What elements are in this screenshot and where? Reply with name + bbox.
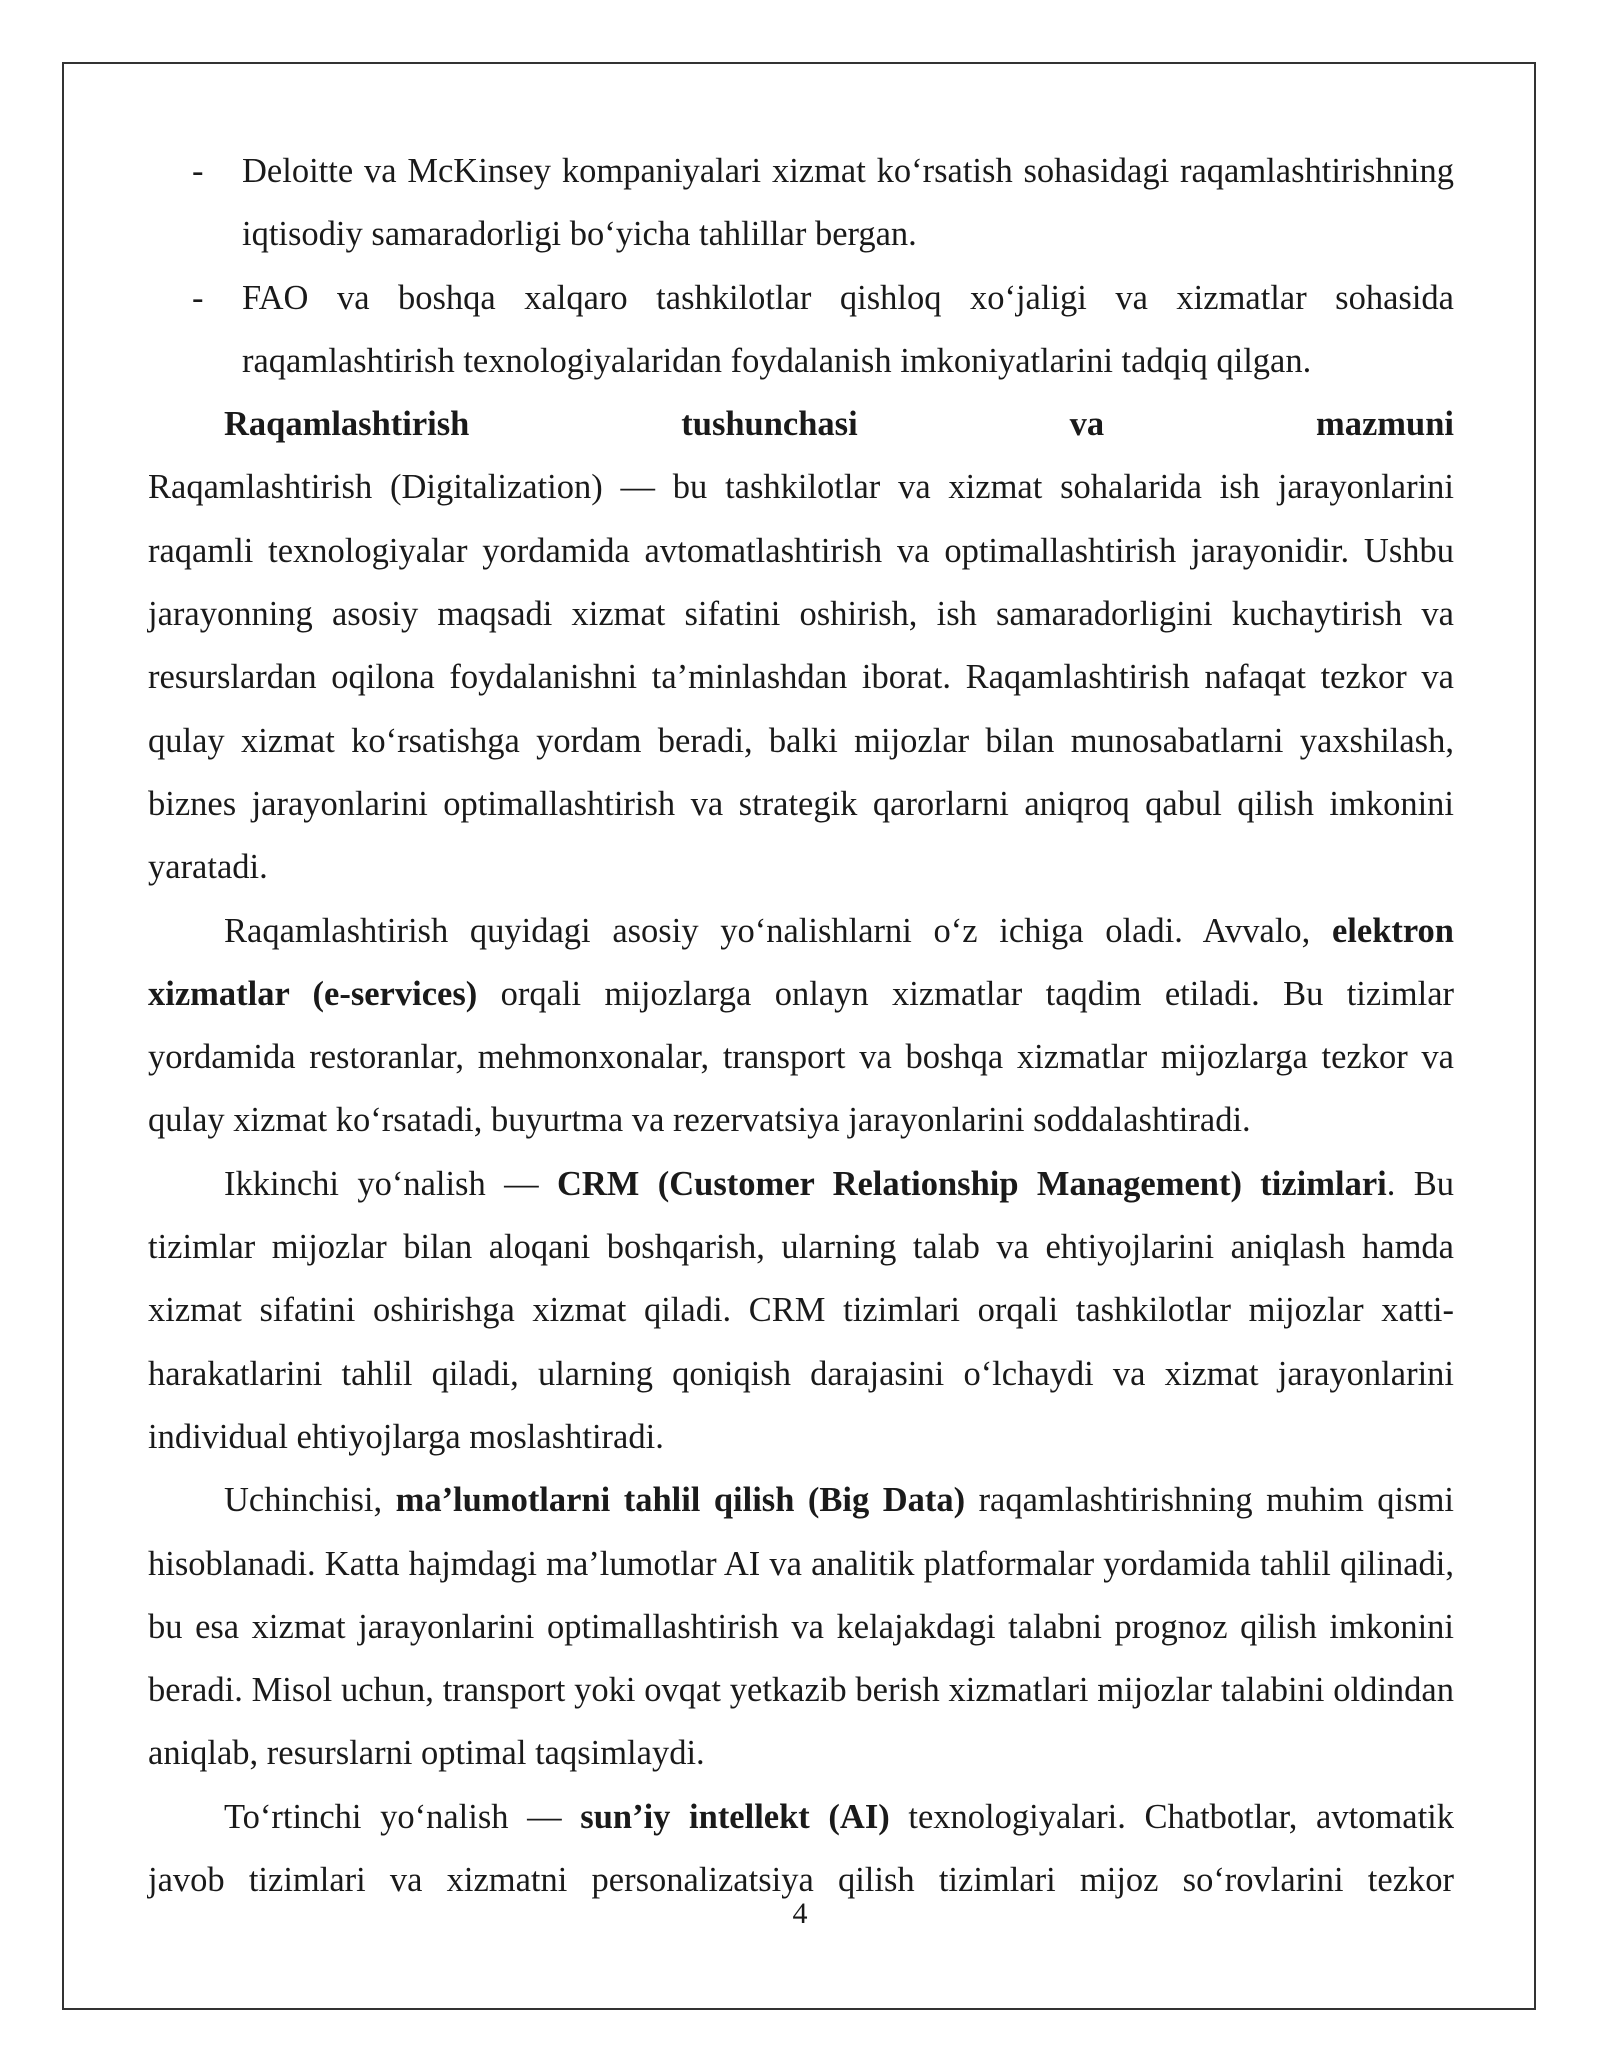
bold-term: ma’lumotlarni tahlil qilish (Big Data)	[395, 1481, 966, 1520]
page-number: 4	[792, 1897, 808, 1930]
definition-paragraph: Raqamlashtirish (Digitalization) — bu tashkilotlar va xizmat sohalarida ish jarayonlarini raqamli texnologiyalar yordamida avtomatlashtirish va optimallashtirish jarayonidir. Ushbu jarayonning asosiy maqsadi xizmat sifatini oshirish, ish samaradorligini kuchaytirish va resurslardan oqilona foydalanishni ta’minlashdan iborat. Raqamlashtirish nafaqat tezkor va qulay xizmat ko‘rsatishga yordam beradi, balki mijozlar bilan munosabatlarni yaxshilash, biznes jarayonlarini optimallashtirish va strategik qarorlarni aniqroq qabul qilish imkonini yaratadi.	[148, 468, 1454, 887]
paragraph-e-services	[148, 900, 1454, 1153]
paragraph-text: texnologiyalari. Chatbotlar, avtomatik javob tizimlari va xizmatni personalizatsiya qilish tizimlari mijoz so‘rovlarini tezkor	[148, 1797, 1454, 1900]
paragraph-text: Raqamlashtirish quyidagi asosiy yo‘nalishlarni o‘z ichiga oladi. Avvalo,	[224, 911, 1332, 950]
bold-term: CRM (Customer Relationship Management) tizimlari	[556, 1164, 1387, 1203]
bullet-text: FAO va boshqa xalqaro tashkilotlar qishloq xo‘jaligi va xizmatlar sohasida raqamlashtirish texnologiyalaridan foydalanish imkoniyatlarini tadqiq qilgan.	[242, 278, 1454, 380]
paragraph-text: Uchinchisi,	[224, 1481, 396, 1520]
bold-term: elektron xizmatlar (e-services)	[148, 911, 1454, 1013]
bullet-text: Deloitte va McKinsey kompaniyalari xizmat ko‘rsatish sohasidagi raqamlashtirishning iqtisodiy samaradorligi bo‘yicha tahlillar bergan.	[242, 152, 1454, 254]
paragraph-text: orqali mijozlarga onlayn xizmatlar taqdim etiladi. Bu tizimlar yordamida restoranlar, mehmonxonalar, transport va boshqa xizmatlar mijozlarga tezkor va qulay xizmat ko‘rsatadi, buyurtma va rezervatsiya jarayonlarini soddalashtiradi.	[148, 974, 1454, 1140]
paragraph-crm	[148, 1153, 1454, 1469]
bullet-marker: -	[192, 152, 204, 190]
bold-term: sun’iy intellekt (AI)	[580, 1797, 890, 1836]
document-body	[148, 140, 1454, 1912]
paragraph-big-data	[148, 1469, 1454, 1785]
paragraph-text: raqamlashtirishning muhim qismi hisoblanadi. Katta hajmdagi ma’lumotlar AI va analitik platformalar yordamida tahlil qilinadi, bu esa xizmat jarayonlarini optimallashtirish va kelajakdagi talabni prognoz qilish imkonini beradi. Misol uchun, transport yoki ovqat yetkazib berish xizmatlari mijozlar talabini oldindan aniqlab, resurslarni optimal taqsimlaydi.	[148, 1481, 1454, 1773]
bullet-marker: -	[192, 278, 204, 317]
bullet-item	[148, 267, 1454, 394]
paragraph-text: To‘rtinchi yo‘nalish —	[224, 1797, 581, 1836]
bullet-item	[148, 140, 1454, 267]
paragraph-text: . Bu tizimlar mijozlar bilan aloqani boshqarish, ularning talab va ehtiyojlarini aniqlash hamda xizmat sifatini oshirishga xizmat qiladi. CRM tizimlari orqali tashkilotlar mijozlar xatti-harakatlarini tahlil qiladi, ularning qoniqish darajasini o‘lchaydi va xizmat jarayonlarini individual ehtiyojlarga moslashtiradi.	[148, 1164, 1454, 1456]
paragraph-text: Ikkinchi yo‘nalish —	[224, 1164, 557, 1203]
section-heading: Raqamlashtirish tushunchasi va mazmuni	[224, 405, 1454, 444]
